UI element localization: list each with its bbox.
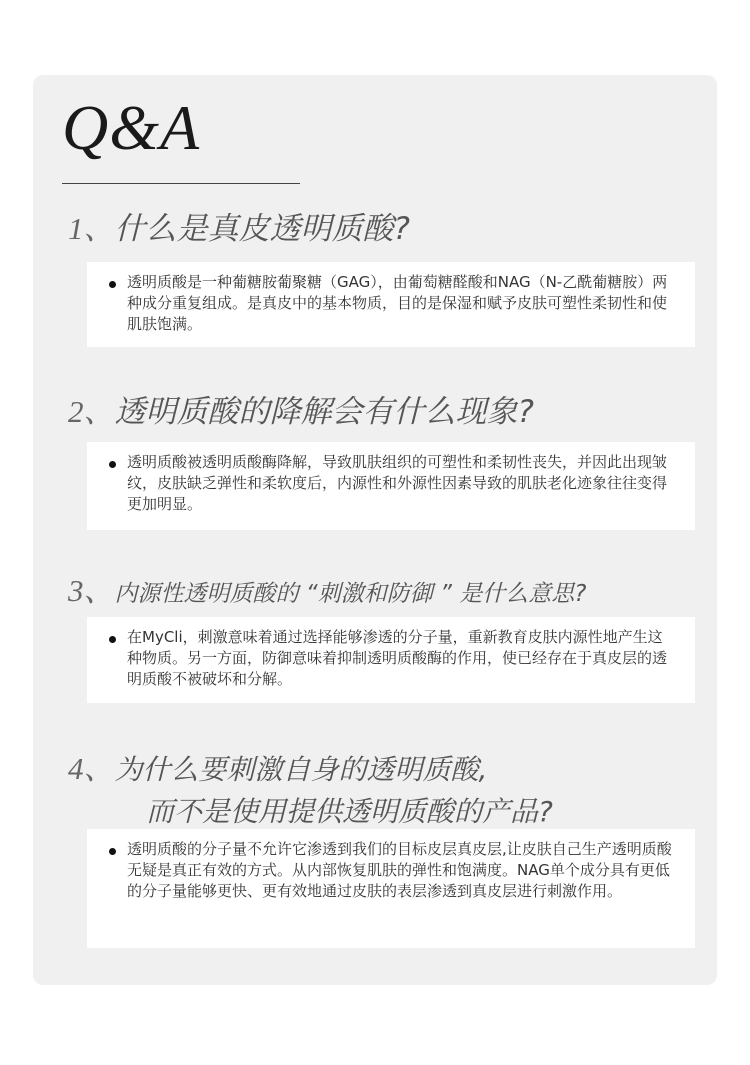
question-number: 3、 — [68, 573, 115, 608]
question-4-heading — [68, 750, 553, 829]
answer-3-box — [87, 617, 695, 703]
question-2-heading — [68, 393, 534, 431]
answer-text: 在MyCli，刺激意味着通过选择能够渗透的分子量，重新教育皮肤内源性地产生这种物质。另一方面，防御意味着抑制透明质酸酶的作用，使已经存在于真皮层的透明质酸不被破坏和分解。 — [127, 628, 668, 688]
question-text: 透明质酸的降解会有什么现象? — [114, 394, 534, 430]
bullet-icon — [109, 848, 116, 855]
question-text: 什么是真皮透明质酸? — [114, 211, 410, 247]
question-3-heading — [68, 572, 586, 609]
question-text: 为什么要刺激自身的透明质酸, — [114, 753, 488, 786]
title-divider — [62, 183, 300, 184]
answer-text: 透明质酸是一种葡糖胺葡聚糖（GAG），由葡萄糖醛酸和NAG（N-乙酰葡糖胺）两种成分重复组成。是真皮中的基本物质，目的是保湿和赋予皮肤可塑性柔韧性和使肌肤饱满。 — [127, 273, 668, 333]
page-title: Q&A — [62, 92, 201, 163]
question-number: 2、 — [68, 394, 115, 429]
question-number: 4、 — [68, 751, 115, 786]
bullet-icon — [109, 636, 116, 643]
question-text: 内源性透明质酸的 “刺激和防御 ” 是什么意思? — [114, 581, 587, 607]
answer-text: 透明质酸的分子量不允许它渗透到我们的目标皮层真皮层,让皮肤自己生产透明质酸无疑是真正有效的方式。从内部恢复肌肤的弹性和饱满度。NAG单个成分具有更低的分子量能够更快、更有效地通过皮肤的表层渗透到真皮层进行刺激作用。 — [127, 840, 672, 900]
question-1-heading — [68, 210, 410, 248]
answer-4-box — [87, 829, 695, 948]
question-number: 1、 — [68, 211, 115, 246]
question-text-line2: 而不是使用提供透明质酸的产品? — [146, 795, 553, 829]
bullet-icon — [109, 281, 116, 288]
answer-2-box — [87, 442, 695, 530]
answer-text: 透明质酸被透明质酸酶降解，导致肌肤组织的可塑性和柔韧性丧失，并因此出现皱纹，皮肤缺乏弹性和柔软度后，内源性和外源性因素导致的肌肤老化迹象往往变得更加明显。 — [127, 453, 668, 513]
bullet-icon — [109, 461, 116, 468]
answer-1-box — [87, 262, 695, 347]
